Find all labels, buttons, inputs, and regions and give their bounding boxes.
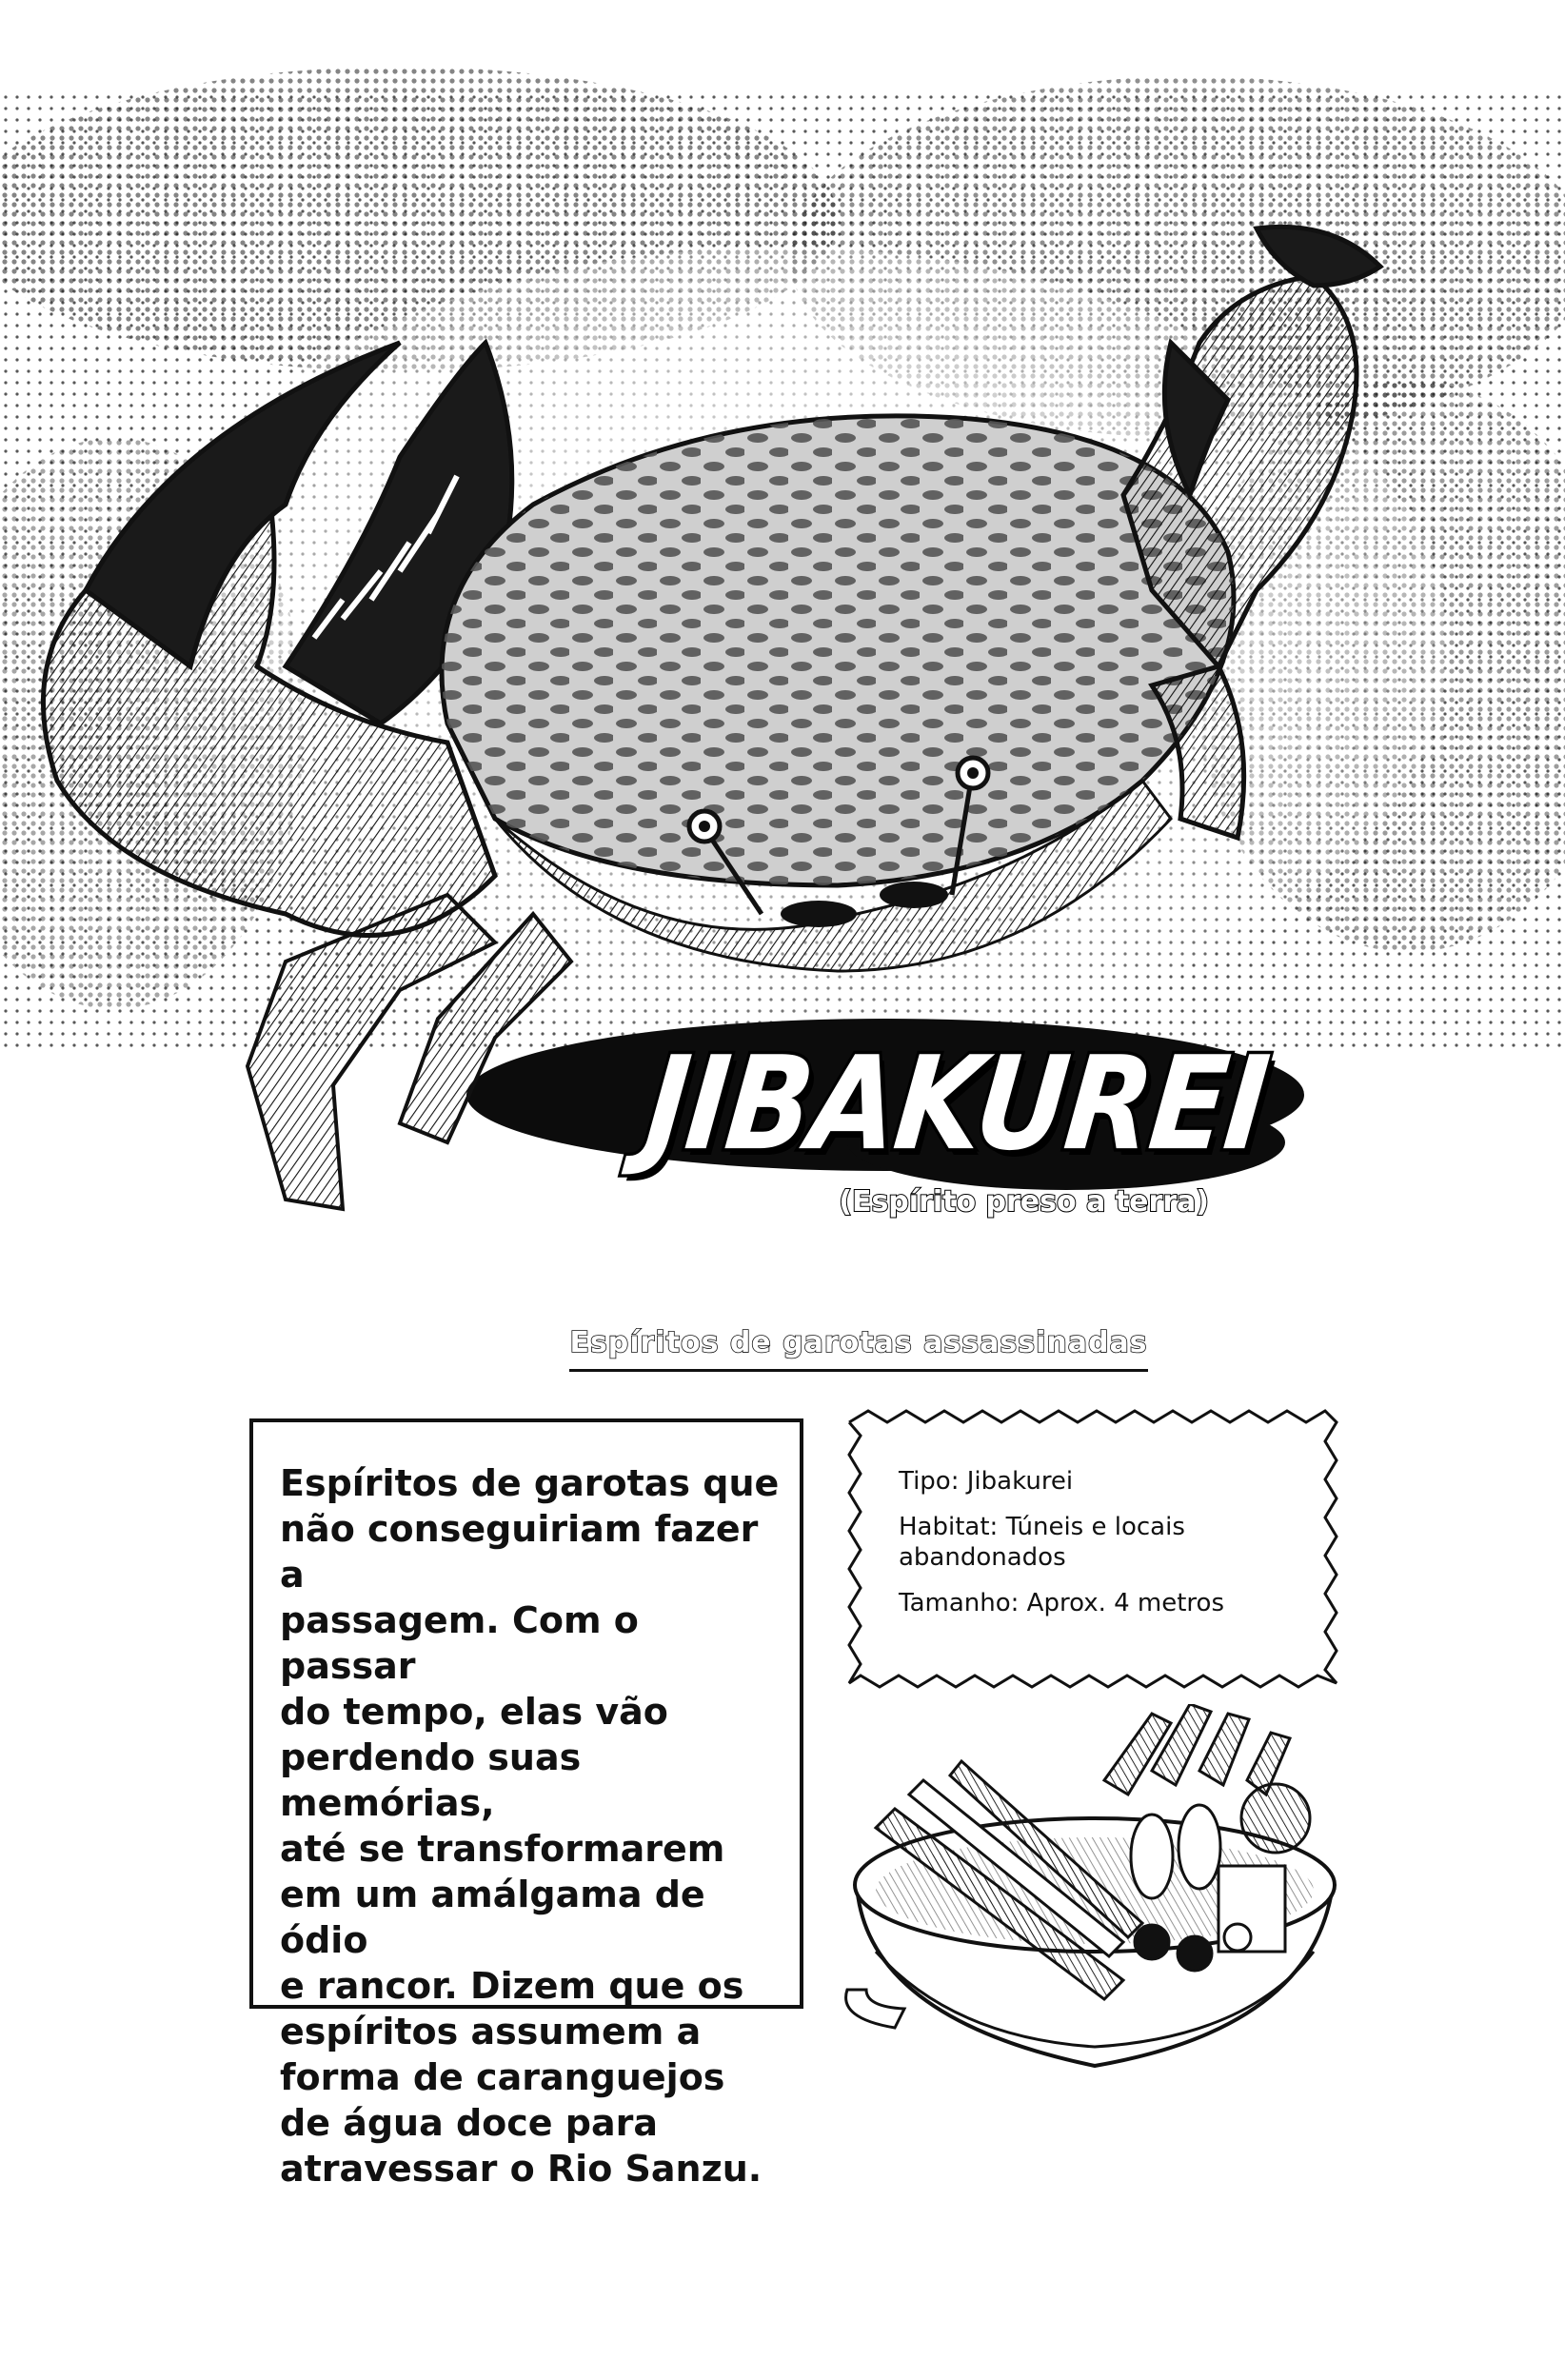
info-size: [899, 1588, 1308, 1618]
info-size-value: Aprox. 4 metros: [1026, 1589, 1224, 1617]
info-type-label: Tipo:: [899, 1467, 960, 1496]
description-box: [249, 1418, 803, 2190]
info-type-value: Jibakurei: [966, 1467, 1074, 1496]
info-habitat-value: Túneis e locais abandonados: [899, 1513, 1185, 1572]
monster-title: JIBAKUREI: [639, 1027, 1274, 1180]
description-text: Espíritos de garotas que não conseguiriam fazer a passagem. Com o passar do tempo, elas vão perdendo suas memórias, até se transformarem em um amálgama de ódio e rancor. Dizem que os espíritos assumem a forma de caranguejos de água doce para atravessar o Rio Sanzu.: [280, 1462, 780, 2190]
info-list: [899, 1466, 1308, 1634]
info-habitat: [899, 1512, 1308, 1573]
info-size-label: Tamanho:: [899, 1589, 1020, 1617]
monster-subtitle: (Espírito preso a terra): [839, 1185, 1209, 1219]
info-type: [899, 1466, 1308, 1497]
section-heading-text: Espíritos de garotas assassinadas: [569, 1326, 1148, 1359]
info-habitat-label: Habitat:: [899, 1513, 999, 1541]
hotpot-illustration: [838, 1704, 1352, 2104]
section-heading: [569, 1326, 1148, 1372]
